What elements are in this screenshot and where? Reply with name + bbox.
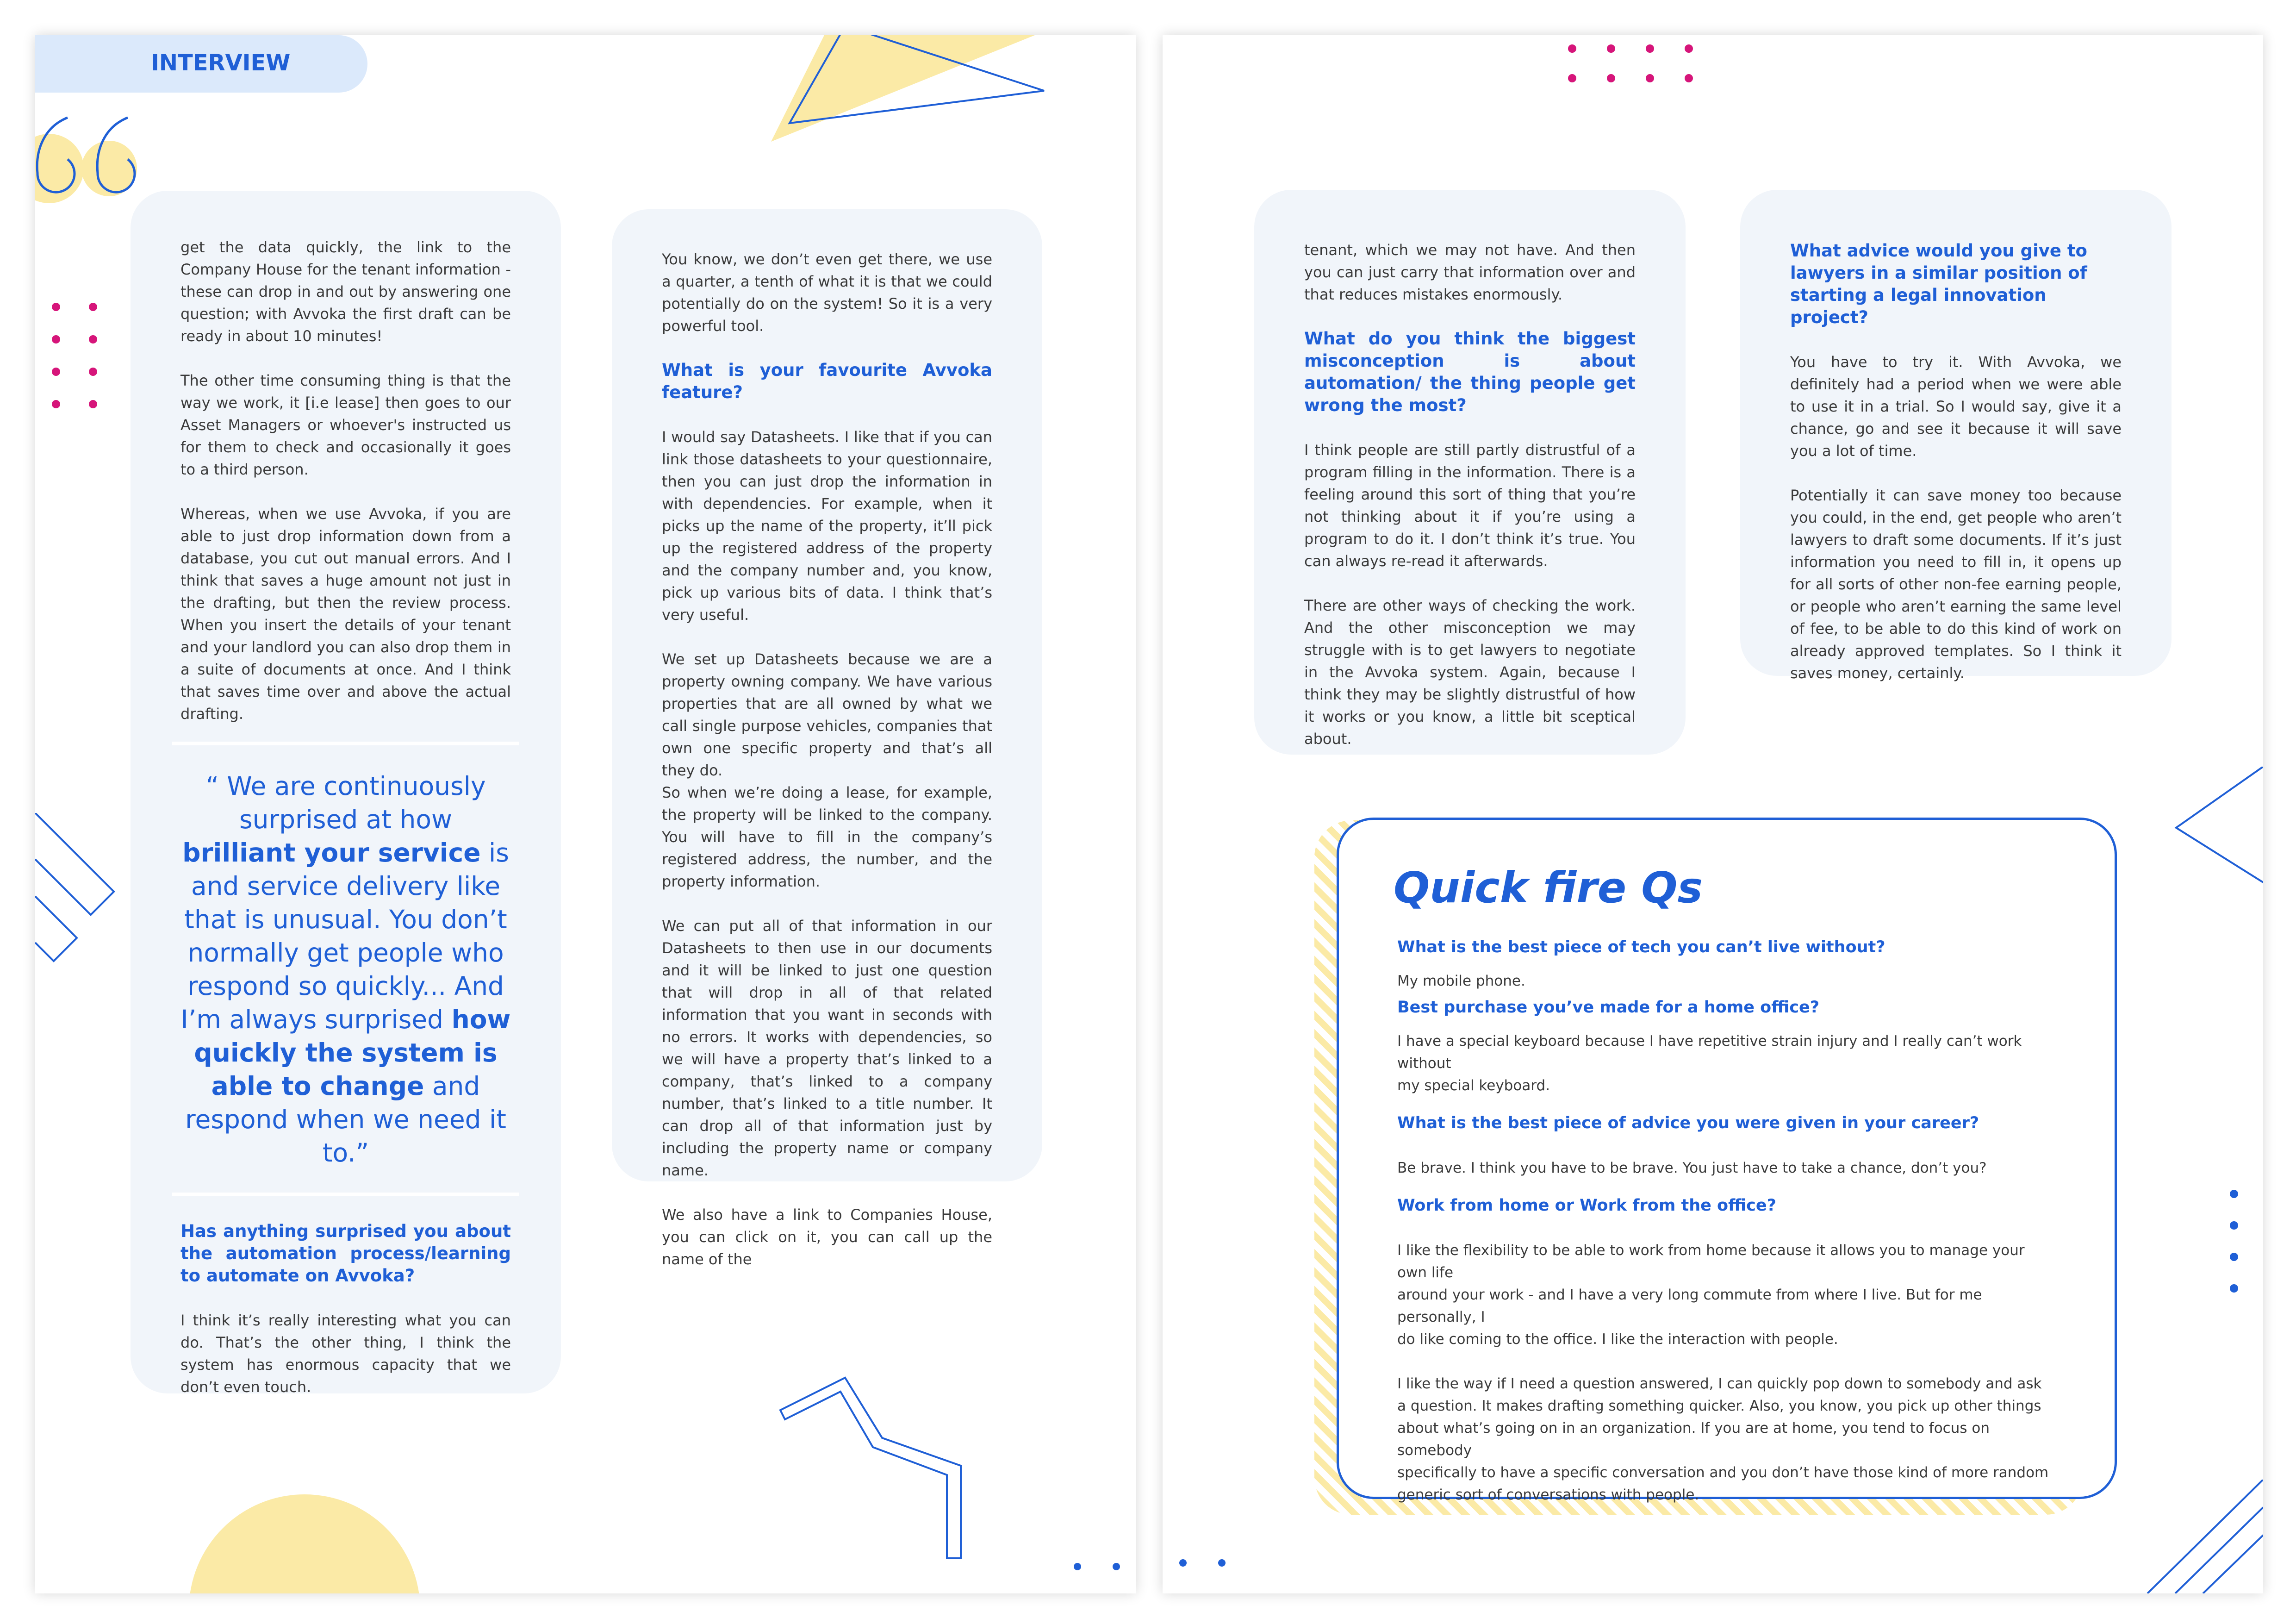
- interview-column-4: [1740, 190, 2172, 682]
- interview-column-1: [131, 191, 561, 1396]
- quick-fire-answer: Be brave. I think you have to be brave. You just have to take a chance, don’t you?: [1397, 1160, 1987, 1176]
- quote-mark-icon: [35, 113, 146, 206]
- paragraph: tenant, which we may not have. And then you can just carry that information over and that reduces mistakes enormously.: [1304, 241, 1636, 303]
- dot-grid-decoration: [52, 303, 103, 414]
- quick-fire-question: Best purchase you’ve made for a home office?: [1397, 998, 1820, 1017]
- paragraph: We can put all of that information in our Datasheets to then use in our documents and it will be linked to just one question that will drop in all of that related information that you want in seconds with no errors. It works with dependencies, so we will have a property that’s linked to a company, that’s linked to a company number, that’s linked to a title number. It can drop all of that information just by including the property name or company name.: [662, 917, 992, 1179]
- quick-fire-title: Quick fire Qs: [1394, 863, 1703, 912]
- dot-decoration: [1179, 1559, 1187, 1567]
- section-tag: [35, 35, 367, 93]
- dot-grid-decoration: [1568, 44, 1698, 91]
- paragraph: The other time consuming thing is that the way we work, it [i.e lease] then goes to our Asset Managers or whoever's instructed us for them to check and occasionally it goes to a third person.: [180, 372, 511, 478]
- dot-decoration: [2230, 1221, 2238, 1230]
- triangle-decoration: [739, 35, 1072, 146]
- section-tag-label: INTERVIEW: [151, 50, 291, 76]
- quick-fire-answer: I like the way if I need a question answered, I can quickly pop down to somebody and ask a question. It makes drafting something quicker. Also, you know, you pick up other things about what’s going on in an organization. If you are at home, you tend to focus on somebody specifically to have a specific conversation and you don’t have those kind of more random generic sort of conversations with people.: [1397, 1375, 2049, 1503]
- paragraph: You have to try it. With Avvoka, we definitely had a period when we were able to use it in a trial. So I would say, give it a chance, go and see it because it will save you a lot of time.: [1790, 353, 2122, 460]
- paragraph: There are other ways of checking the work. And the other misconception we may struggle with is to get lawyers to negotiate in the Avvoka system. Again, because I think they may be slightly distrustful of how it works or you know, a little bit sceptical about.: [1304, 597, 1636, 748]
- interview-question: Has anything surprised you about the automation process/learning to automate on Avvoka?: [180, 1221, 511, 1286]
- interview-column-2: [612, 209, 1042, 1268]
- left-page: [35, 35, 1136, 1593]
- stripe-decoration: [35, 813, 128, 1007]
- interview-column-3: [1254, 190, 1686, 755]
- half-circle-decoration: [189, 1494, 420, 1593]
- paragraph: You know, we don’t even get there, we use a quarter, a tenth of what it is that we could potentially do on the system! So it is a very powerful tool.: [662, 250, 992, 335]
- paragraph: I think people are still partly distrustful of a program filling in the information. There is a feeling around this sort of thing that you’re not thinking about it if you’re using a program to do it. I don’t think it’s true. You can always re-read it afterwards.: [1304, 441, 1636, 570]
- paragraph: We also have a link to Companies House, you can click on it, you can call up the name of the: [662, 1206, 992, 1268]
- paragraph: Potentially it can save money too because you could, in the end, get people who aren’t lawyers to draft some documents. If it’s just information you need to fill in, it opens up for all sorts of other non-fee earning people, or people who aren’t earning the same level of fee, to be able to do this kind of work on already approved templates. So I think it saves money, certainly.: [1790, 487, 2122, 682]
- right-page: [1163, 35, 2263, 1593]
- quick-fire-panel: [1337, 818, 2117, 1503]
- quick-fire-answer: I like the flexibility to be able to work from home because it allows you to manage your own life around your work - and I have a very long commute from where I live. But for me personally, I do like coming to the office. I like the interaction with people.: [1397, 1242, 2025, 1348]
- divider: [172, 1193, 519, 1196]
- zigzag-decoration: [776, 1373, 1016, 1568]
- dot-decoration: [2230, 1284, 2238, 1293]
- pull-quote: “ We are continuously surprised at how brilliant your service is and service delivery like that is unusual. You don’t normally get people who respond so quickly... And I’m always surprised how quickly the system is able to change and respond when we need it to.”: [180, 771, 511, 1168]
- paragraph: I would say Datasheets. I like that if you can link those datasheets to your questionnaire, then you can just drop the information in with dependencies. For example, when it picks up the name of the property, it’ll pick up the registered address of the property and the company number and, you know, pick up various bits of data. I think that’s very useful.: [662, 428, 992, 624]
- interview-answer: I think it’s really interesting what you can do. That’s the other thing, I think the system has enormous capacity that we don’t even touch.: [180, 1312, 511, 1396]
- paragraph: get the data quickly, the link to the Company House for the tenant information - these can drop in and out by answering one question; with Avvoka the first draft can be ready in about 10 minutes!: [180, 238, 511, 345]
- interview-question: What advice would you give to lawyers in a similar position of starting a legal innovation project?: [1790, 241, 2087, 327]
- dot-decoration: [2230, 1190, 2238, 1198]
- quick-fire-answer: My mobile phone.: [1397, 973, 1525, 989]
- paragraph: Whereas, when we use Avvoka, if you are able to just drop information down from a database, you cut out manual errors. And I think that saves a huge amount not just in the drafting, but then the review process. When you insert the details of your tenant and your landlord you can also drop them in a suite of documents at once. And I think that saves time over and above the actual drafting.: [180, 505, 511, 723]
- interview-question: What is your favourite Avvoka feature?: [662, 360, 992, 402]
- quick-fire-answer: I have a special keyboard because I have repetitive strain injury and I really can’t work without my special keyboard.: [1397, 1033, 2022, 1094]
- dot-decoration: [1218, 1559, 1226, 1567]
- interview-question: What do you think the biggest misconception is about automation/ the thing people get wrong the most?: [1304, 329, 1636, 415]
- dot-decoration: [2230, 1253, 2238, 1261]
- quick-fire-question: Work from home or Work from the office?: [1397, 1196, 1776, 1215]
- stripe-decoration: [2138, 1480, 2263, 1593]
- paragraph: We set up Datasheets because we are a property owning company. We have various properties that are all owned by what we call single purpose vehicles, companies that own one specific property and that’s all they do. So when we’re doing a lease, for example, the property will be linked to the company. You will have to fill in the company’s registered address, the number, and the property information.: [662, 650, 992, 890]
- quick-fire-question: What is the best piece of advice you were given in your career?: [1397, 1114, 1979, 1132]
- triangle-decoration: [2167, 767, 2263, 887]
- quick-fire-question: What is the best piece of tech you can’t live without?: [1397, 938, 1885, 956]
- dot-decoration: [1074, 1563, 1081, 1570]
- dot-decoration: [1113, 1563, 1120, 1570]
- divider: [172, 742, 519, 745]
